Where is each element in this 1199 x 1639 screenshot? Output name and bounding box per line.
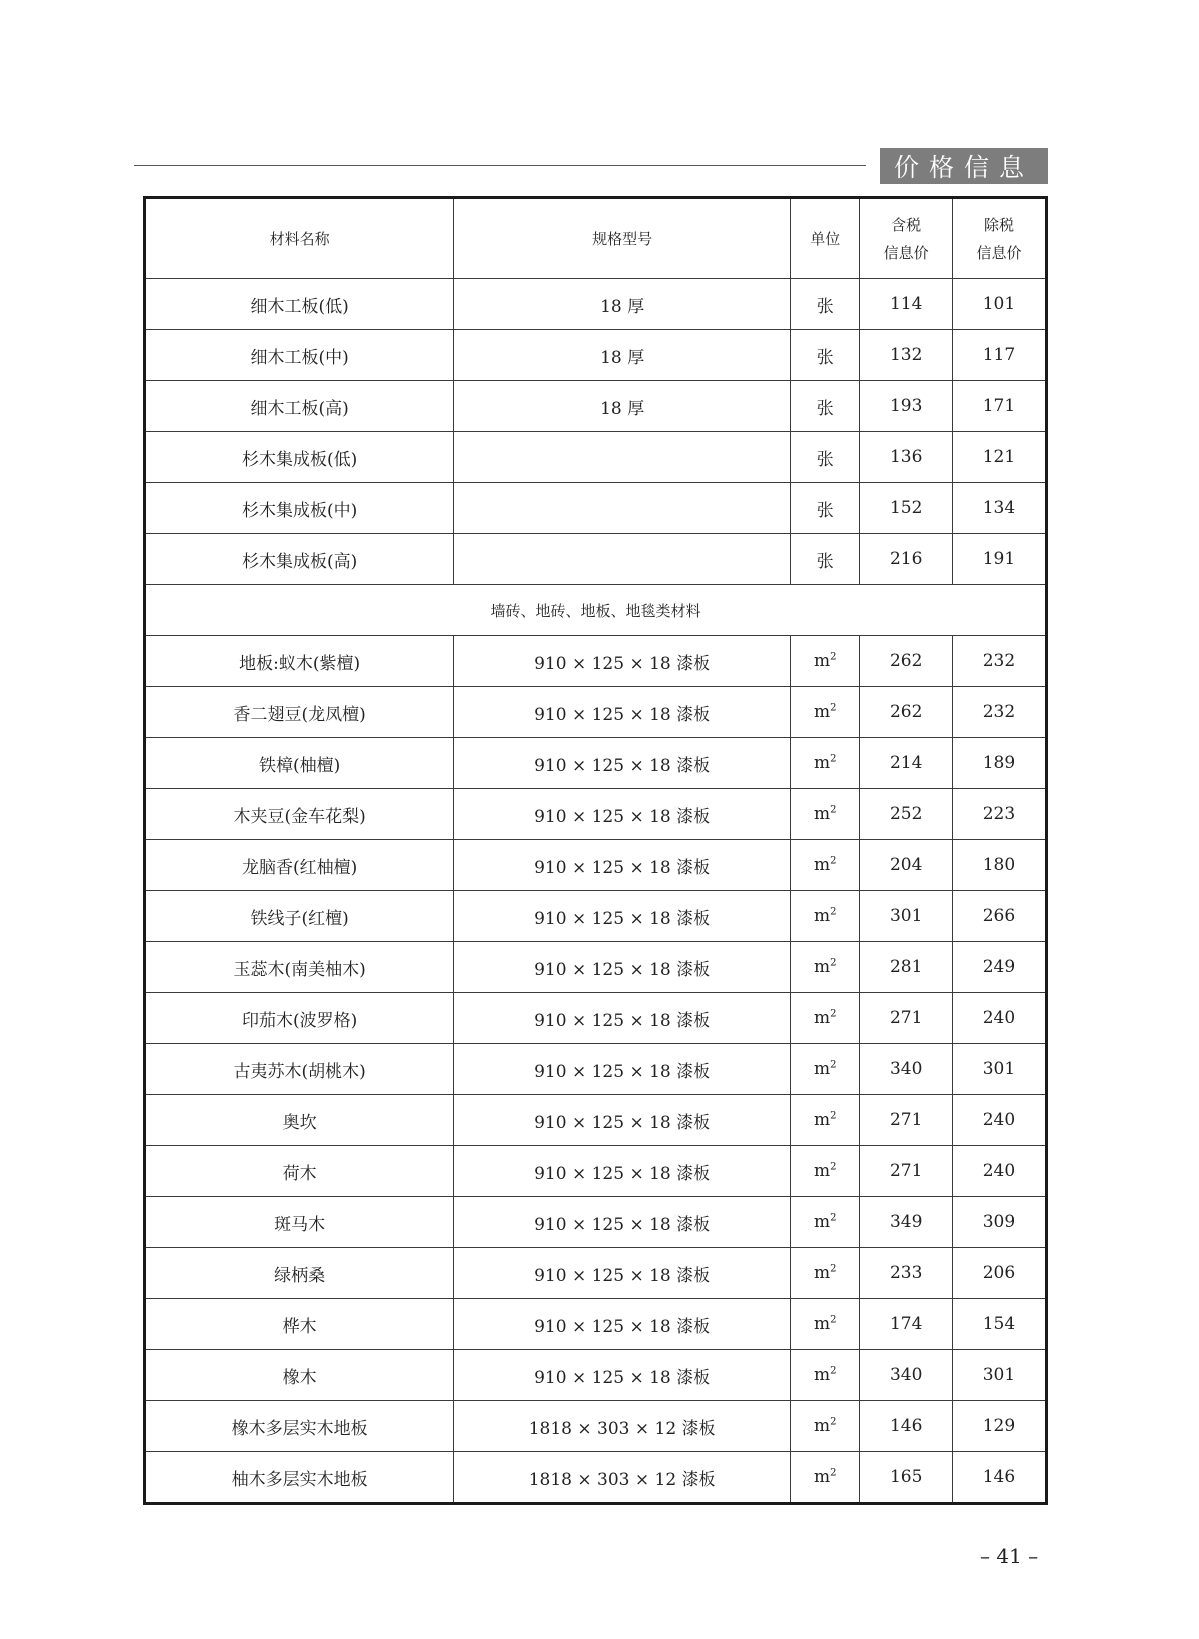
cell-name: 奥坎	[146, 1095, 454, 1146]
cell-unit	[791, 1197, 860, 1248]
table-row	[146, 687, 1045, 738]
table-row	[146, 738, 1045, 789]
cell-name: 杉木集成板(低)	[146, 432, 454, 483]
unit-base: m	[814, 1110, 831, 1130]
cell-name: 古夷苏木(胡桃木)	[146, 1044, 454, 1095]
table-row	[146, 483, 1045, 534]
table-row	[146, 534, 1045, 585]
cell-spec	[454, 432, 791, 483]
cell-price-tax: 262	[860, 636, 953, 687]
cell-price-notax: 249	[952, 942, 1045, 993]
cell-price-notax: 101	[952, 279, 1045, 330]
cell-spec: 18 厚	[454, 381, 791, 432]
cell-price-notax: 240	[952, 993, 1045, 1044]
cell-spec: 910 × 125 × 18 漆板	[454, 993, 791, 1044]
cell-price-tax: 136	[860, 432, 953, 483]
unit-base: m	[814, 804, 831, 824]
unit-base: m	[814, 1161, 831, 1181]
table-row	[146, 1299, 1045, 1350]
cell-price-tax: 252	[860, 789, 953, 840]
cell-spec: 910 × 125 × 18 漆板	[454, 1299, 791, 1350]
cell-spec: 910 × 125 × 18 漆板	[454, 942, 791, 993]
cell-spec: 910 × 125 × 18 漆板	[454, 1197, 791, 1248]
cell-unit	[791, 789, 860, 840]
unit-exponent: 2	[830, 1008, 837, 1020]
cell-price-tax: 174	[860, 1299, 953, 1350]
price-tax-label-line2: 信息价	[883, 243, 929, 262]
unit-base: m	[814, 651, 831, 671]
cell-unit	[791, 1452, 860, 1503]
unit-exponent: 2	[830, 753, 837, 765]
cell-unit	[791, 687, 860, 738]
cell-price-tax: 204	[860, 840, 953, 891]
cell-unit	[791, 1044, 860, 1095]
table-row	[146, 942, 1045, 993]
cell-unit	[791, 1146, 860, 1197]
cell-unit	[791, 738, 860, 789]
cell-price-notax: 232	[952, 636, 1045, 687]
cell-price-tax: 152	[860, 483, 953, 534]
cell-price-tax: 262	[860, 687, 953, 738]
cell-name: 杉木集成板(高)	[146, 534, 454, 585]
cell-price-notax: 309	[952, 1197, 1045, 1248]
cell-price-notax: 180	[952, 840, 1045, 891]
unit-base: m	[814, 855, 831, 875]
unit-base: m	[814, 1263, 831, 1283]
unit-exponent: 2	[830, 804, 837, 816]
cell-price-notax: 189	[952, 738, 1045, 789]
cell-spec: 1818 × 303 × 12 漆板	[454, 1401, 791, 1452]
cell-name: 细木工板(高)	[146, 381, 454, 432]
cell-price-tax: 281	[860, 942, 953, 993]
cell-name: 木夹豆(金车花梨)	[146, 789, 454, 840]
cell-name: 细木工板(中)	[146, 330, 454, 381]
col-header-unit: 单位	[791, 199, 860, 279]
col-header-spec: 规格型号	[454, 199, 791, 279]
cell-name: 柚木多层实木地板	[146, 1452, 454, 1503]
cell-unit: 张	[791, 483, 860, 534]
cell-price-tax: 216	[860, 534, 953, 585]
header-rule	[134, 165, 866, 166]
cell-spec: 910 × 125 × 18 漆板	[454, 1146, 791, 1197]
table-row	[146, 840, 1045, 891]
table-row	[146, 1350, 1045, 1401]
cell-spec: 910 × 125 × 18 漆板	[454, 738, 791, 789]
table-row	[146, 330, 1045, 381]
unit-exponent: 2	[830, 1059, 837, 1071]
cell-spec: 910 × 125 × 18 漆板	[454, 1350, 791, 1401]
cell-unit	[791, 840, 860, 891]
cell-unit	[791, 1401, 860, 1452]
unit-exponent: 2	[830, 1110, 837, 1122]
unit-base: m	[814, 1059, 831, 1079]
table-header-row	[146, 199, 1045, 279]
cell-unit	[791, 1299, 860, 1350]
cell-spec: 1818 × 303 × 12 漆板	[454, 1452, 791, 1503]
cell-price-tax: 214	[860, 738, 953, 789]
cell-spec	[454, 483, 791, 534]
cell-unit: 张	[791, 279, 860, 330]
cell-price-tax: 340	[860, 1350, 953, 1401]
table-row	[146, 789, 1045, 840]
cell-unit	[791, 942, 860, 993]
unit-base: m	[814, 1314, 831, 1334]
cell-name: 杉木集成板(中)	[146, 483, 454, 534]
cell-unit	[791, 1248, 860, 1299]
unit-base: m	[814, 702, 831, 722]
cell-spec: 910 × 125 × 18 漆板	[454, 840, 791, 891]
cell-price-tax: 233	[860, 1248, 953, 1299]
col-header-name: 材料名称	[146, 199, 454, 279]
table-row	[146, 279, 1045, 330]
cell-price-notax: 146	[952, 1452, 1045, 1503]
cell-name: 荷木	[146, 1146, 454, 1197]
cell-price-tax: 271	[860, 993, 953, 1044]
cell-price-tax: 114	[860, 279, 953, 330]
cell-price-notax: 191	[952, 534, 1045, 585]
cell-name: 龙脑香(红柚檀)	[146, 840, 454, 891]
cell-unit	[791, 1350, 860, 1401]
unit-exponent: 2	[830, 855, 837, 867]
cell-spec: 18 厚	[454, 279, 791, 330]
cell-spec: 910 × 125 × 18 漆板	[454, 687, 791, 738]
cell-spec: 18 厚	[454, 330, 791, 381]
cell-unit	[791, 636, 860, 687]
cell-price-tax: 340	[860, 1044, 953, 1095]
cell-unit: 张	[791, 381, 860, 432]
page-number: – 41 –	[980, 1544, 1039, 1568]
cell-unit: 张	[791, 534, 860, 585]
cell-price-notax: 134	[952, 483, 1045, 534]
cell-name: 斑马木	[146, 1197, 454, 1248]
price-tax-label-line1: 含税	[891, 215, 922, 234]
cell-name: 香二翅豆(龙凤檀)	[146, 687, 454, 738]
unit-exponent: 2	[830, 1263, 837, 1275]
section-label: 墙砖、地砖、地板、地毯类材料	[146, 585, 1045, 636]
cell-name: 橡木	[146, 1350, 454, 1401]
table-row	[146, 636, 1045, 687]
unit-exponent: 2	[830, 702, 837, 714]
cell-price-notax: 232	[952, 687, 1045, 738]
unit-base: m	[814, 957, 831, 977]
unit-exponent: 2	[830, 1416, 837, 1428]
unit-exponent: 2	[830, 1161, 837, 1173]
table-row	[146, 381, 1045, 432]
section-title-badge: 价格信息	[880, 148, 1048, 184]
cell-price-notax: 223	[952, 789, 1045, 840]
unit-exponent: 2	[830, 1365, 837, 1377]
cell-price-notax: 301	[952, 1044, 1045, 1095]
unit-base: m	[814, 1365, 831, 1385]
cell-price-tax: 301	[860, 891, 953, 942]
col-header-price-notax	[952, 199, 1045, 279]
cell-price-notax: 206	[952, 1248, 1045, 1299]
price-notax-label-line1: 除税	[983, 215, 1014, 234]
cell-price-tax: 193	[860, 381, 953, 432]
cell-price-tax: 271	[860, 1095, 953, 1146]
unit-exponent: 2	[830, 957, 837, 969]
cell-price-tax: 271	[860, 1146, 953, 1197]
cell-name: 铁线子(红檀)	[146, 891, 454, 942]
cell-price-notax: 240	[952, 1095, 1045, 1146]
cell-price-notax: 154	[952, 1299, 1045, 1350]
cell-spec: 910 × 125 × 18 漆板	[454, 789, 791, 840]
unit-base: m	[814, 1212, 831, 1232]
unit-base: m	[814, 1008, 831, 1028]
unit-exponent: 2	[830, 1467, 837, 1479]
cell-name: 细木工板(低)	[146, 279, 454, 330]
cell-price-tax: 165	[860, 1452, 953, 1503]
cell-spec: 910 × 125 × 18 漆板	[454, 1044, 791, 1095]
cell-spec: 910 × 125 × 18 漆板	[454, 1095, 791, 1146]
cell-price-notax: 266	[952, 891, 1045, 942]
unit-exponent: 2	[830, 906, 837, 918]
unit-base: m	[814, 753, 831, 773]
cell-price-notax: 117	[952, 330, 1045, 381]
unit-base: m	[814, 906, 831, 926]
cell-spec: 910 × 125 × 18 漆板	[454, 891, 791, 942]
cell-unit: 张	[791, 432, 860, 483]
table-row	[146, 993, 1045, 1044]
table-row	[146, 1197, 1045, 1248]
cell-unit: 张	[791, 330, 860, 381]
unit-base: m	[814, 1467, 831, 1487]
cell-price-notax: 171	[952, 381, 1045, 432]
cell-name: 绿柄桑	[146, 1248, 454, 1299]
cell-name: 地板:蚁木(紫檀)	[146, 636, 454, 687]
cell-unit	[791, 891, 860, 942]
cell-name: 印茄木(波罗格)	[146, 993, 454, 1044]
cell-price-tax: 132	[860, 330, 953, 381]
unit-exponent: 2	[830, 1212, 837, 1224]
cell-price-tax: 349	[860, 1197, 953, 1248]
cell-price-tax: 146	[860, 1401, 953, 1452]
table-row	[146, 432, 1045, 483]
unit-base: m	[814, 1416, 831, 1436]
cell-spec	[454, 534, 791, 585]
cell-price-notax: 301	[952, 1350, 1045, 1401]
cell-price-notax: 121	[952, 432, 1045, 483]
cell-unit	[791, 1095, 860, 1146]
cell-name: 桦木	[146, 1299, 454, 1350]
cell-price-notax: 129	[952, 1401, 1045, 1452]
cell-spec: 910 × 125 × 18 漆板	[454, 636, 791, 687]
col-header-price-tax	[860, 199, 953, 279]
table-row	[146, 1044, 1045, 1095]
section-row	[146, 585, 1045, 636]
cell-spec: 910 × 125 × 18 漆板	[454, 1248, 791, 1299]
unit-exponent: 2	[830, 1314, 837, 1326]
cell-unit	[791, 993, 860, 1044]
table-row	[146, 1146, 1045, 1197]
table-row	[146, 891, 1045, 942]
cell-name: 橡木多层实木地板	[146, 1401, 454, 1452]
table-row	[146, 1095, 1045, 1146]
table-row	[146, 1248, 1045, 1299]
table-row	[146, 1401, 1045, 1452]
price-notax-label-line2: 信息价	[976, 243, 1022, 262]
cell-name: 铁樟(柚檀)	[146, 738, 454, 789]
table-row	[146, 1452, 1045, 1503]
cell-name: 玉蕊木(南美柚木)	[146, 942, 454, 993]
cell-price-notax: 240	[952, 1146, 1045, 1197]
unit-exponent: 2	[830, 651, 837, 663]
price-table	[143, 196, 1048, 1505]
